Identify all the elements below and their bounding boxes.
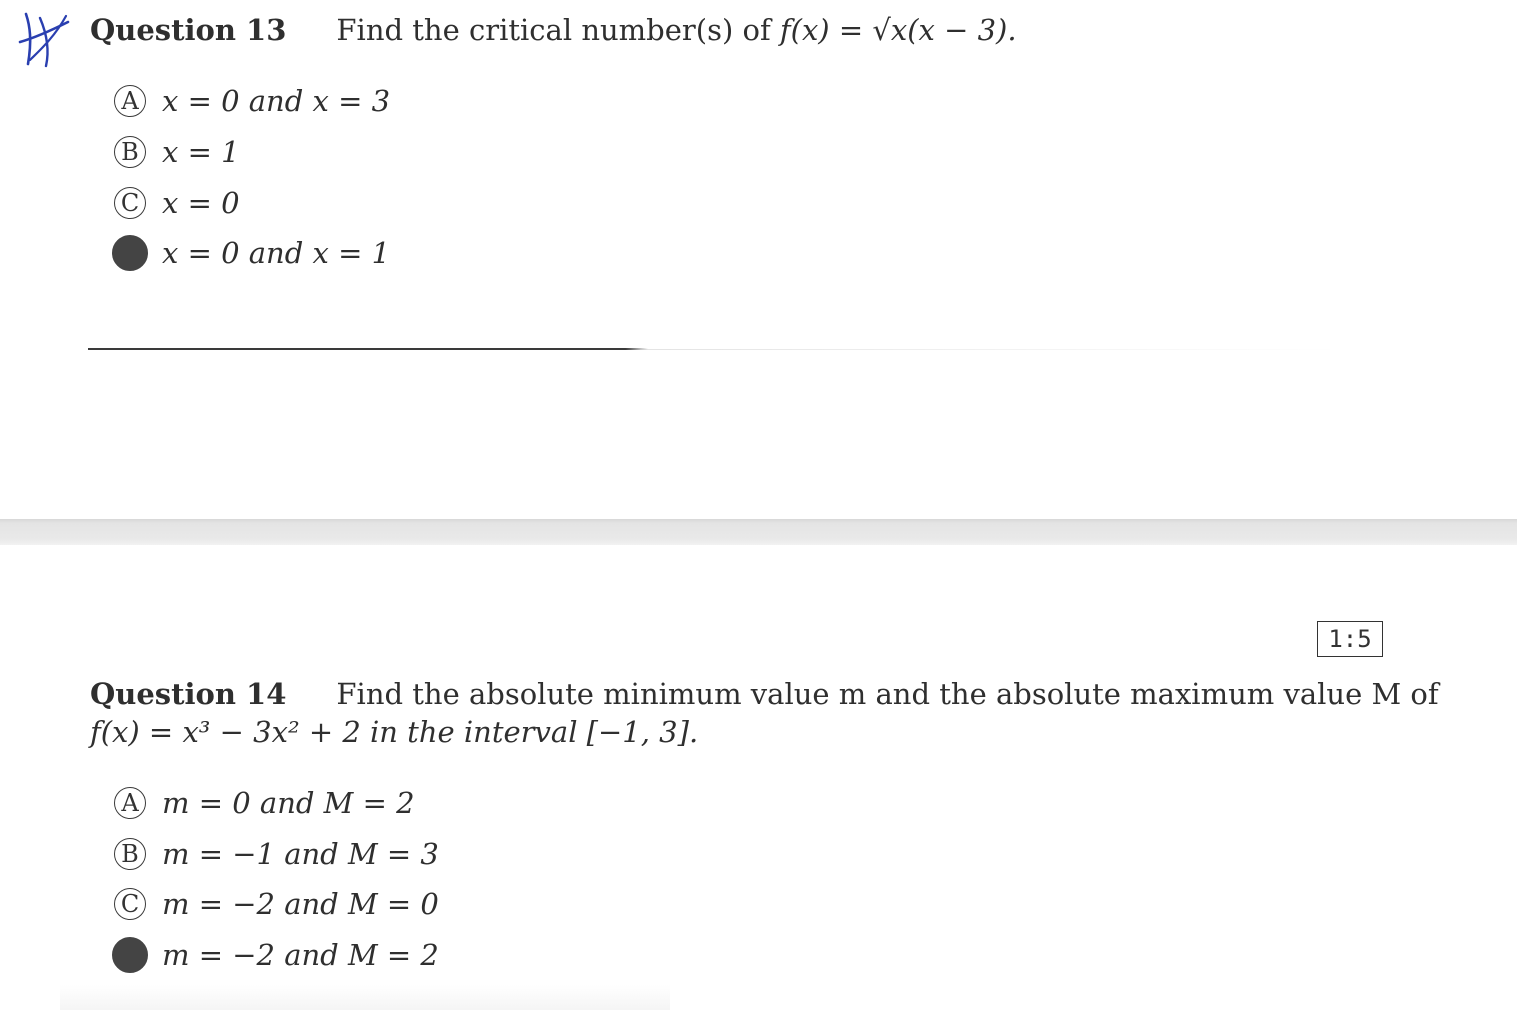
q14-option-a[interactable] bbox=[114, 785, 415, 821]
q14-option-a-text: m = 0 and M = 2 bbox=[162, 786, 415, 820]
question-14-label: Question 14 bbox=[90, 677, 287, 711]
q13-option-a-text: x = 0 and x = 3 bbox=[162, 84, 391, 118]
q14-option-b[interactable] bbox=[114, 836, 439, 872]
q13-option-d-bubble-filled[interactable] bbox=[112, 235, 148, 271]
answer-divider-fade bbox=[640, 349, 1340, 350]
q13-option-a-bubble[interactable]: A bbox=[114, 85, 146, 117]
question-14-header bbox=[90, 676, 1439, 712]
q13-option-d[interactable] bbox=[114, 235, 390, 271]
question-13-label: Question 13 bbox=[90, 13, 287, 47]
q14-option-b-text: m = −1 and M = 3 bbox=[162, 837, 439, 871]
q14-option-c-text: m = −2 and M = 0 bbox=[162, 887, 439, 921]
question-13-header bbox=[90, 12, 1017, 48]
q14-option-d-bubble-filled[interactable] bbox=[112, 937, 148, 973]
q13-option-d-text: x = 0 and x = 1 bbox=[162, 236, 391, 270]
q14-option-d[interactable] bbox=[114, 937, 439, 973]
q13-option-b[interactable] bbox=[114, 134, 240, 170]
question-13-prompt: Find the critical number(s) of bbox=[336, 13, 780, 47]
page-bottom-shadow bbox=[60, 985, 670, 1010]
question-14-prompt-line2: f(x) = x³ − 3x² + 2 in the interval [−1, 3]. bbox=[90, 715, 699, 749]
answer-divider-line bbox=[88, 348, 648, 350]
ratio-label-box: 1:5 bbox=[1317, 621, 1383, 657]
q14-option-d-text: m = −2 and M = 2 bbox=[162, 938, 439, 972]
question-13-function: f(x) = √x(x − 3). bbox=[779, 13, 1017, 47]
q13-option-b-bubble[interactable]: B bbox=[114, 136, 146, 168]
q13-option-a[interactable] bbox=[114, 83, 390, 119]
q14-option-c-bubble[interactable]: C bbox=[114, 888, 146, 920]
q14-option-c[interactable] bbox=[114, 886, 439, 922]
q13-option-c-bubble[interactable]: C bbox=[114, 187, 146, 219]
q14-option-b-bubble[interactable]: B bbox=[114, 838, 146, 870]
q13-option-c-text: x = 0 bbox=[162, 186, 240, 220]
question-14-prompt-line1: Find the absolute minimum value m and the absolute maximum value M of bbox=[336, 677, 1439, 711]
page-separator bbox=[0, 519, 1517, 545]
q13-option-b-text: x = 1 bbox=[162, 135, 240, 169]
handwritten-check-mark-icon bbox=[16, 8, 72, 70]
q14-option-a-bubble[interactable]: A bbox=[114, 787, 146, 819]
q13-option-c[interactable] bbox=[114, 185, 240, 221]
